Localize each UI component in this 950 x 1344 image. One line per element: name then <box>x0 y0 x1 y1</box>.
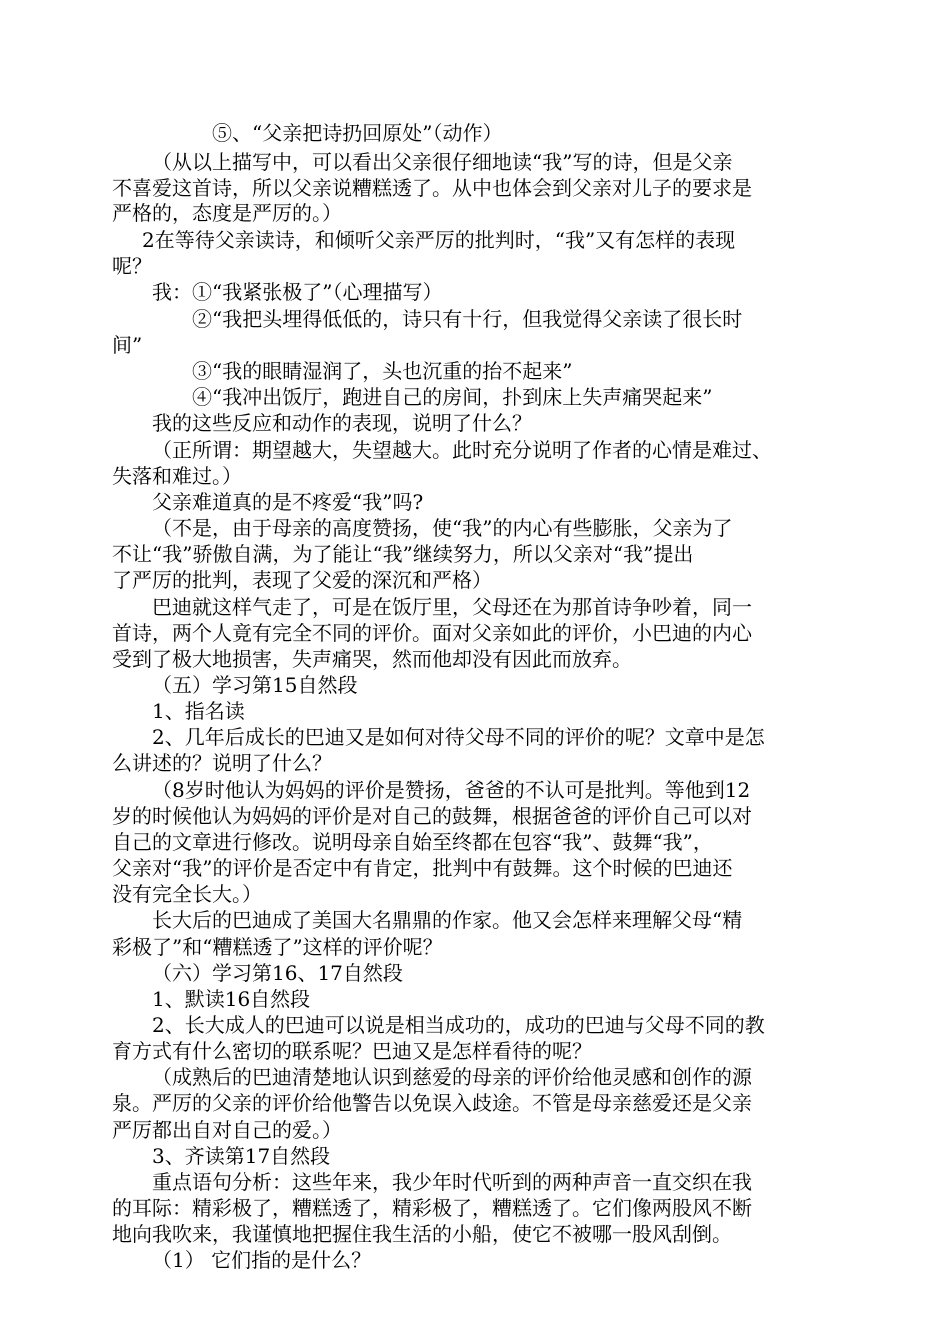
text-line: 3、齐读第17自然段 <box>152 1144 331 1168</box>
text-line: 1、默读16自然段 <box>152 987 311 1011</box>
text-line: 的耳际：精彩极了，糟糕透了，精彩极了，糟糕透了。它们像两股风不断 <box>112 1196 752 1220</box>
text-line: 严格的，态度是严厉的。） <box>112 201 342 225</box>
text-line: 巴迪就这样气走了，可是在饭厅里，父母还在为那首诗争吵着，同一 <box>152 595 752 619</box>
text-line: 彩极了”和“糟糕透了”这样的评价呢？ <box>112 935 443 959</box>
text-line: 间” <box>112 333 143 357</box>
text-line: 岁的时候他认为妈妈的评价是对自己的鼓舞，根据爸爸的评价自己可以对 <box>112 804 752 828</box>
text-line: 没有完全长大。） <box>112 882 262 906</box>
text-line: 自己的文章进行修改。说明母亲自始至终都在包容“我”、鼓舞“我”， <box>112 830 713 854</box>
text-line: 父亲对“我”的评价是否定中有肯定，批判中有鼓舞。这个时候的巴迪还 <box>112 856 733 880</box>
text-line: 我的这些反应和动作的表现，说明了什么？ <box>152 411 532 435</box>
section-heading: （五）学习第15自然段 <box>152 673 358 697</box>
text-line: 我：①“我紧张极了”（心理描写） <box>152 280 443 304</box>
text-line: 失落和难过。） <box>112 464 242 488</box>
text-line: 泉。严厉的父亲的评价给他警告以免误入歧途。不管是母亲慈爱还是父亲 <box>112 1091 752 1115</box>
text-line: 1、指名读 <box>152 699 245 723</box>
text-line: 长大后的巴迪成了美国大名鼎鼎的作家。他又会怎样来理解父母“精 <box>152 908 743 932</box>
text-line: ④“我冲出饭厅，跑进自己的房间，扑到床上失声痛哭起来” <box>192 385 713 409</box>
text-line: 父亲难道真的是不疼爱“我”吗? <box>152 490 424 514</box>
text-line: 严厉都出自对自己的爱。） <box>112 1118 342 1142</box>
text-line: 了严厉的批判，表现了父爱的深沉和严格） <box>112 568 492 592</box>
section-heading: （六）学习第16、17自然段 <box>152 961 403 985</box>
text-line: 2在等待父亲读诗，和倾听父亲严厉的批判时，“我”又有怎样的表现 <box>142 228 736 252</box>
text-line: （从以上描写中，可以看出父亲很仔细地读“我”写的诗，但是父亲 <box>152 150 733 174</box>
text-line: 地向我吹来，我谨慎地把握住我生活的小船，使它不被哪一股风刮倒。 <box>112 1222 732 1246</box>
text-line: （1） 它们指的是什么？ <box>152 1248 372 1272</box>
text-line: 重点语句分析：这些年来，我少年时代听到的两种声音一直交织在我 <box>152 1170 752 1194</box>
text-line: 受到了极大地损害，失声痛哭，然而他却没有因此而放弃。 <box>112 647 632 671</box>
text-line: ②“我把头埋得低低的，诗只有十行，但我觉得父亲读了很长时 <box>192 307 743 331</box>
text-line: 不让“我”骄傲自满，为了能让“我”继续努力，所以父亲对“我”提出 <box>112 542 694 566</box>
text-line: 2、几年后成长的巴迪又是如何对待父母不同的评价的呢？文章中是怎 <box>152 725 765 749</box>
text-line: 不喜爱这首诗，所以父亲说糟糕透了。从中也体会到父亲对儿子的要求是 <box>112 176 752 200</box>
text-line: 育方式有什么密切的联系呢？巴迪又是怎样看待的呢？ <box>112 1039 592 1063</box>
text-line: （成熟后的巴迪清楚地认识到慈爱的母亲的评价给他灵感和创作的源 <box>152 1065 752 1089</box>
text-line: （不是，由于母亲的高度赞扬，使“我”的内心有些膨胀，父亲为了 <box>152 516 733 540</box>
text-line: ③“我的眼睛湿润了，头也沉重的抬不起来” <box>192 359 573 383</box>
text-line: 首诗，两个人竟有完全不同的评价。面对父亲如此的评价，小巴迪的内心 <box>112 621 752 645</box>
text-line: （8岁时他认为妈妈的评价是赞扬，爸爸的不认可是批判。等他到12 <box>152 778 751 802</box>
text-line: 2、长大成人的巴迪可以说是相当成功的，成功的巴迪与父母不同的教 <box>152 1013 765 1037</box>
text-line: （正所谓：期望越大，失望越大。此时充分说明了作者的心情是难过、 <box>152 438 772 462</box>
text-line: 么讲述的？说明了什么？ <box>112 751 332 775</box>
text-line: 呢？ <box>112 254 152 278</box>
text-line: ⑤、“父亲把诗扔回原处”（动作） <box>212 121 503 145</box>
